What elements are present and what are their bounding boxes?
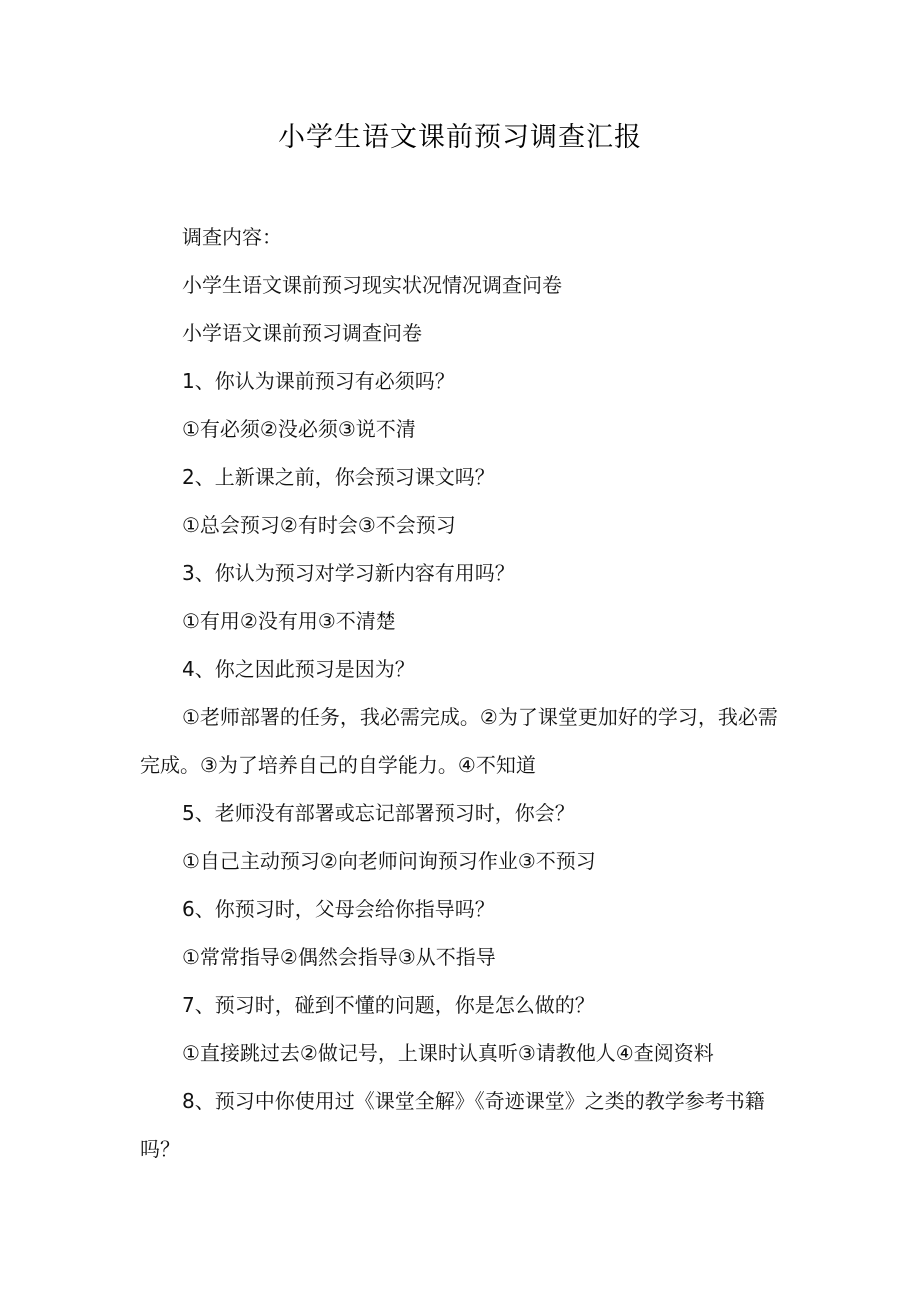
survey-content-label: 调查内容： xyxy=(182,225,282,249)
question-7: 7、预习时，碰到不懂的问题，你是怎么做的？ xyxy=(182,993,595,1017)
survey-subtitle-2: 小学语文课前预习调查问卷 xyxy=(182,321,422,345)
question-1: 1、你认为课前预习有必须吗？ xyxy=(182,369,455,393)
question-5: 5、老师没有部署或忘记部署预习时，你会？ xyxy=(182,801,575,825)
question-2: 2、上新课之前，你会预习课文吗？ xyxy=(182,465,495,489)
question-3: 3、你认为预习对学习新内容有用吗？ xyxy=(182,561,515,585)
answer-options-4: ①老师部署的任务，我必需完成。②为了课堂更加好的学习，我必需完成。③为了培养自己的自学能力。④不知道 xyxy=(140,705,778,777)
question-8: 8、预习中你使用过《课堂全解》《奇迹课堂》之类的教学参考书籍吗？ xyxy=(140,1089,765,1161)
answer-options-7: ①直接跳过去②做记号，上课时认真听③请教他人④查阅资料 xyxy=(182,1041,714,1065)
answer-options-5: ①自己主动预习②向老师问询预习作业③不预习 xyxy=(182,849,596,873)
question-6: 6、你预习时，父母会给你指导吗？ xyxy=(182,897,495,921)
answer-options-6: ①常常指导②偶然会指导③从不指导 xyxy=(182,945,496,969)
document-title: 小学生语文课前预习调查汇报 xyxy=(278,122,642,153)
document-body xyxy=(140,213,785,1173)
answer-options-3: ①有用②没有用③不清楚 xyxy=(182,609,396,633)
answer-options-2: ①总会预习②有时会③不会预习 xyxy=(182,513,456,537)
question-4: 4、你之因此预习是因为？ xyxy=(182,657,415,681)
survey-subtitle-1: 小学生语文课前预习现实状况情况调查问卷 xyxy=(182,273,562,297)
answer-options-1: ①有必须②没必须③说不清 xyxy=(182,417,416,441)
